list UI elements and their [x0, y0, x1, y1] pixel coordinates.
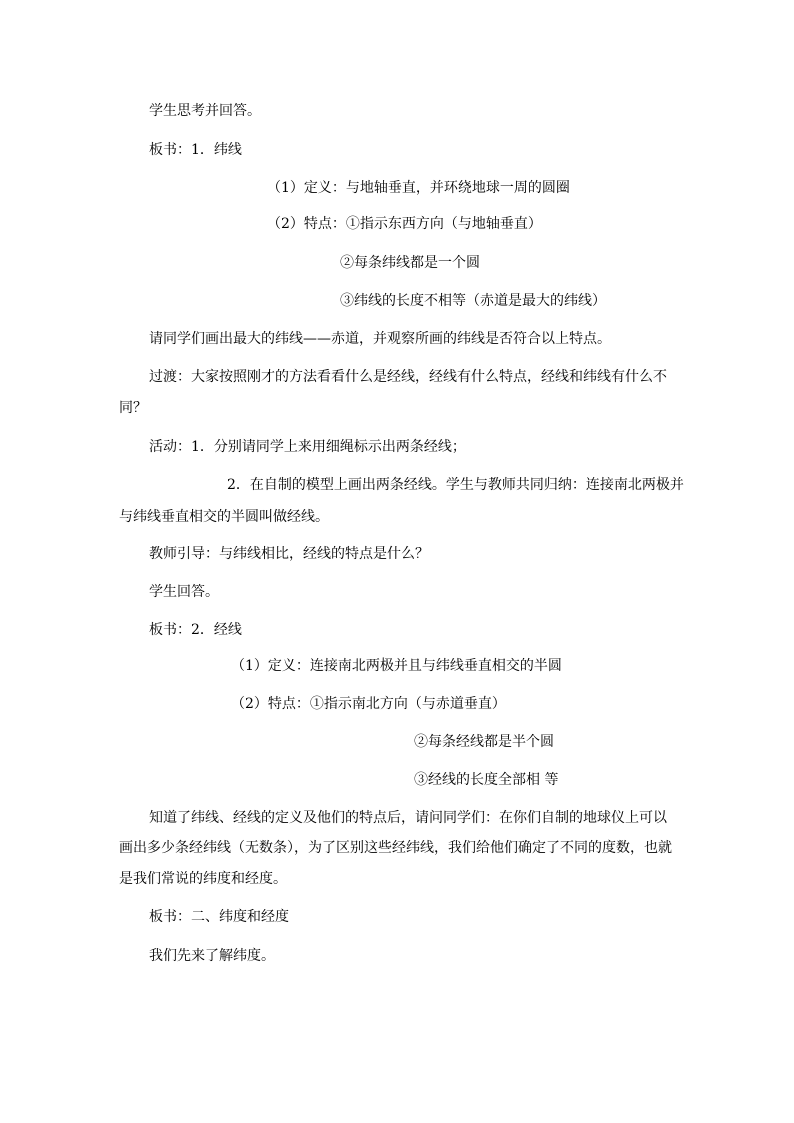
- text-line: ③经线的长度全部相 等: [414, 772, 559, 788]
- text-line: （1）定义：连接南北两极并且与纬线垂直相交的半圆: [231, 658, 562, 674]
- text-line: ②每条纬线都是一个圆: [340, 255, 480, 271]
- text-line: 板书：二、纬度和经度: [149, 909, 289, 925]
- text-line: 过渡：大家按照刚才的方法看看什么是经线，经线有什么特点，经线和纬线有什么不: [149, 369, 667, 385]
- text-line: 学生回答。: [149, 584, 219, 600]
- text-line: 2．在自制的模型上画出两条经线。学生与教师共同归纳：连接南北两极并: [227, 477, 684, 493]
- text-line: 教师引导：与纬线相比，经线的特点是什么？: [149, 546, 429, 562]
- text-line: 是我们常说的纬度和经度。: [119, 871, 287, 887]
- text-line: 活动：1．分别请同学上来用细绳标示出两条经线；: [149, 439, 466, 455]
- text-line: 知道了纬线、经线的定义及他们的特点后，请问同学们：在你们自制的地球仪上可以: [149, 810, 667, 826]
- text-line: 与纬线垂直相交的半圆叫做经线。: [119, 509, 329, 525]
- text-line: 画出多少条经纬线（无数条），为了区别这些经纬线，我们给他们确定了不同的度数，也就: [119, 840, 672, 856]
- text-line: 板书：1．纬线: [149, 142, 242, 158]
- text-line: 板书：2．经线: [149, 622, 242, 638]
- text-line: 同？: [119, 400, 147, 416]
- text-line: ③纬线的长度不相等（赤道是最大的纬线）: [340, 293, 606, 309]
- text-line: （1）定义：与地轴垂直，并环绕地球一周的圆圈: [267, 180, 570, 196]
- text-line: 请同学们画出最大的纬线——赤道，并观察所画的纬线是否符合以上特点。: [149, 331, 611, 347]
- text-line: ②每条经线都是半个圆: [414, 734, 554, 750]
- text-line: 学生思考并回答。: [149, 103, 261, 119]
- text-line: 我们先来了解纬度。: [149, 948, 275, 964]
- text-line: （2）特点：①指示南北方向（与赤道垂直）: [231, 696, 506, 712]
- text-line: （2）特点：①指示东西方向（与地轴垂直）: [267, 216, 542, 232]
